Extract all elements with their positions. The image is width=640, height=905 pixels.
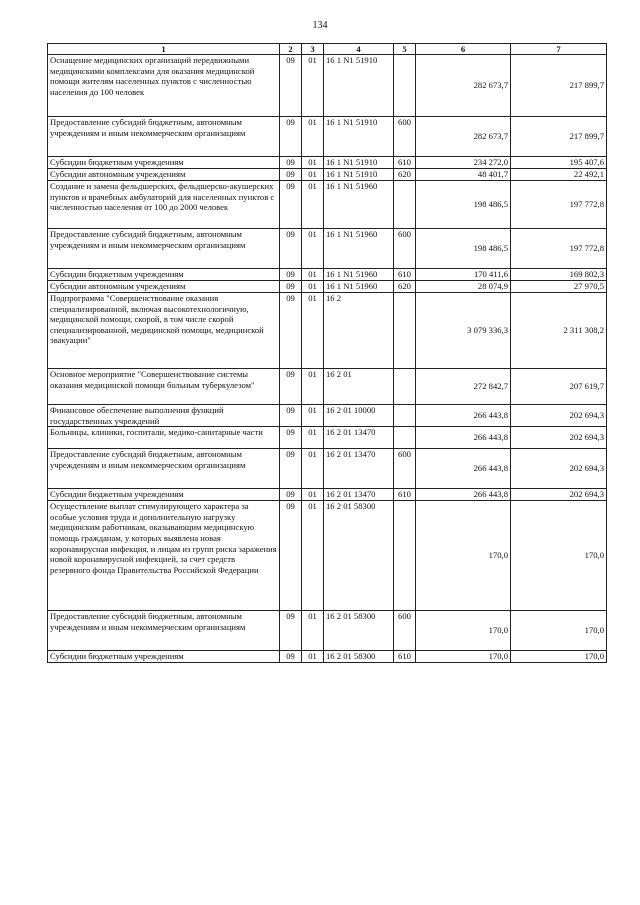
row-name: Оснащение медицинских организаций передвижными медицинскими комплексами для оказания медицинской помощи жителям населенных пунктов с численностью населения до 100 человек xyxy=(48,55,280,117)
expense-type-code: 600 xyxy=(394,229,416,269)
amount-year-2: 169 802,3 xyxy=(511,269,607,281)
amount-year-1: 28 074,9 xyxy=(416,281,511,293)
table-row xyxy=(48,55,607,117)
target-article-code: 16 2 01 58300 xyxy=(324,501,394,611)
subsection-code: 01 xyxy=(302,611,324,651)
section-code: 09 xyxy=(280,181,302,229)
section-code: 09 xyxy=(280,117,302,157)
expense-type-code: 610 xyxy=(394,489,416,501)
expense-type-code xyxy=(394,293,416,369)
subsection-code: 01 xyxy=(302,157,324,169)
amount-year-2: 197 772,8 xyxy=(511,181,607,229)
expense-type-code: 610 xyxy=(394,157,416,169)
row-name: Субсидии бюджетным учреждениям xyxy=(48,269,280,281)
table-row xyxy=(48,369,607,405)
amount-year-1: 266 443,8 xyxy=(416,449,511,489)
budget-table xyxy=(47,43,607,663)
amount-year-2: 207 619,7 xyxy=(511,369,607,405)
row-name: Субсидии бюджетным учреждениям xyxy=(48,157,280,169)
subsection-code: 01 xyxy=(302,369,324,405)
section-code: 09 xyxy=(280,269,302,281)
amount-year-1: 170,0 xyxy=(416,501,511,611)
target-article-code: 16 2 01 58300 xyxy=(324,651,394,663)
table-row xyxy=(48,293,607,369)
target-article-code: 16 1 N1 51910 xyxy=(324,117,394,157)
subsection-code: 01 xyxy=(302,427,324,449)
subsection-code: 01 xyxy=(302,501,324,611)
expense-type-code: 620 xyxy=(394,281,416,293)
target-article-code: 16 2 01 13470 xyxy=(324,449,394,489)
amount-year-1: 266 443,8 xyxy=(416,405,511,427)
amount-year-2: 202 694,3 xyxy=(511,405,607,427)
amount-year-1: 48 401,7 xyxy=(416,169,511,181)
target-article-code: 16 2 xyxy=(324,293,394,369)
target-article-code: 16 2 01 xyxy=(324,369,394,405)
target-article-code: 16 1 N1 51910 xyxy=(324,55,394,117)
column-header: 6 xyxy=(416,44,511,55)
table-row xyxy=(48,489,607,501)
table-row xyxy=(48,651,607,663)
section-code: 09 xyxy=(280,229,302,269)
amount-year-2: 170,0 xyxy=(511,501,607,611)
subsection-code: 01 xyxy=(302,651,324,663)
amount-year-2: 2 311 308,2 xyxy=(511,293,607,369)
table-row xyxy=(48,449,607,489)
table-row xyxy=(48,269,607,281)
target-article-code: 16 1 N1 51960 xyxy=(324,181,394,229)
target-article-code: 16 2 01 58300 xyxy=(324,611,394,651)
expense-type-code: 600 xyxy=(394,449,416,489)
row-name: Предоставление субсидий бюджетным, автономным учреждениям и иным некоммерческим организациям xyxy=(48,117,280,157)
amount-year-2: 197 772,8 xyxy=(511,229,607,269)
row-name: Предоставление субсидий бюджетным, автономным учреждениям и иным некоммерческим организациям xyxy=(48,229,280,269)
subsection-code: 01 xyxy=(302,269,324,281)
amount-year-1: 170,0 xyxy=(416,611,511,651)
target-article-code: 16 1 N1 51910 xyxy=(324,157,394,169)
expense-type-code xyxy=(394,405,416,427)
amount-year-1: 198 486,5 xyxy=(416,229,511,269)
section-code: 09 xyxy=(280,55,302,117)
amount-year-1: 170 411,6 xyxy=(416,269,511,281)
row-name: Основное мероприятие "Совершенствование системы оказания медицинской помощи больным туберкулезом" xyxy=(48,369,280,405)
column-header: 2 xyxy=(280,44,302,55)
target-article-code: 16 1 N1 51960 xyxy=(324,269,394,281)
section-code: 09 xyxy=(280,369,302,405)
subsection-code: 01 xyxy=(302,405,324,427)
column-header: 1 xyxy=(48,44,280,55)
column-header: 3 xyxy=(302,44,324,55)
amount-year-2: 195 407,6 xyxy=(511,157,607,169)
subsection-code: 01 xyxy=(302,449,324,489)
subsection-code: 01 xyxy=(302,229,324,269)
section-code: 09 xyxy=(280,157,302,169)
expense-type-code xyxy=(394,181,416,229)
section-code: 09 xyxy=(280,427,302,449)
amount-year-1: 198 486,5 xyxy=(416,181,511,229)
expense-type-code: 620 xyxy=(394,169,416,181)
section-code: 09 xyxy=(280,293,302,369)
amount-year-1: 266 443,8 xyxy=(416,427,511,449)
section-code: 09 xyxy=(280,611,302,651)
section-code: 09 xyxy=(280,405,302,427)
row-name: Осуществление выплат стимулирующего характера за особые условия труда и дополнительную нагрузку медицинским работникам, оказывающим медицинскую помощь гражданам, у которых выявлена новая коронавирусная инфекция, и лицам из групп риска заражения новой коронавирусной инфекцией, за счет средств резервного фонда Правительства Российской Федерации xyxy=(48,501,280,611)
subsection-code: 01 xyxy=(302,169,324,181)
subsection-code: 01 xyxy=(302,489,324,501)
amount-year-1: 234 272,0 xyxy=(416,157,511,169)
amount-year-2: 170,0 xyxy=(511,611,607,651)
section-code: 09 xyxy=(280,169,302,181)
table-row xyxy=(48,405,607,427)
column-header: 7 xyxy=(511,44,607,55)
table-header-row xyxy=(48,44,607,55)
row-name: Предоставление субсидий бюджетным, автономным учреждениям и иным некоммерческим организациям xyxy=(48,611,280,651)
expense-type-code xyxy=(394,369,416,405)
table-row xyxy=(48,229,607,269)
amount-year-1: 282 673,7 xyxy=(416,117,511,157)
table-row xyxy=(48,501,607,611)
amount-year-2: 217 899,7 xyxy=(511,117,607,157)
row-name: Субсидии бюджетным учреждениям xyxy=(48,651,280,663)
row-name: Предоставление субсидий бюджетным, автономным учреждениям и иным некоммерческим организациям xyxy=(48,449,280,489)
amount-year-2: 202 694,3 xyxy=(511,427,607,449)
page-number: 134 xyxy=(312,20,328,31)
amount-year-2: 202 694,3 xyxy=(511,449,607,489)
section-code: 09 xyxy=(280,489,302,501)
amount-year-2: 27 970,5 xyxy=(511,281,607,293)
amount-year-2: 217 899,7 xyxy=(511,55,607,117)
expense-type-code xyxy=(394,427,416,449)
section-code: 09 xyxy=(280,501,302,611)
row-name: Создание и замена фельдшерских, фельдшерско-акушерских пунктов и врачебных амбулаторий для населенных пунктов с численностью населения от 100 до 2000 человек xyxy=(48,181,280,229)
table-row xyxy=(48,281,607,293)
subsection-code: 01 xyxy=(302,55,324,117)
table-row xyxy=(48,181,607,229)
amount-year-2: 170,0 xyxy=(511,651,607,663)
subsection-code: 01 xyxy=(302,293,324,369)
expense-type-code: 610 xyxy=(394,651,416,663)
section-code: 09 xyxy=(280,651,302,663)
target-article-code: 16 2 01 10000 xyxy=(324,405,394,427)
row-name: Финансовое обеспечение выполнения функций государственных учреждений xyxy=(48,405,280,427)
section-code: 09 xyxy=(280,281,302,293)
amount-year-2: 22 492,1 xyxy=(511,169,607,181)
amount-year-1: 282 673,7 xyxy=(416,55,511,117)
table-row xyxy=(48,611,607,651)
expense-type-code: 610 xyxy=(394,269,416,281)
expense-type-code: 600 xyxy=(394,117,416,157)
amount-year-1: 3 079 336,3 xyxy=(416,293,511,369)
row-name: Подпрограмма "Совершенствование оказания специализированной, включая высокотехнологичную, медицинской помощи, скорой, в том числе скорой специализированной, медицинской помощи, медицинской эвакуации" xyxy=(48,293,280,369)
table-row xyxy=(48,427,607,449)
target-article-code: 16 2 01 13470 xyxy=(324,489,394,501)
target-article-code: 16 1 N1 51960 xyxy=(324,281,394,293)
target-article-code: 16 1 N1 51960 xyxy=(324,229,394,269)
target-article-code: 16 2 01 13470 xyxy=(324,427,394,449)
target-article-code: 16 1 N1 51910 xyxy=(324,169,394,181)
subsection-code: 01 xyxy=(302,181,324,229)
row-name: Субсидии автономным учреждениям xyxy=(48,169,280,181)
expense-type-code: 600 xyxy=(394,611,416,651)
table-row xyxy=(48,169,607,181)
column-header: 4 xyxy=(324,44,394,55)
amount-year-1: 266 443,8 xyxy=(416,489,511,501)
column-header: 5 xyxy=(394,44,416,55)
amount-year-1: 170,0 xyxy=(416,651,511,663)
amount-year-1: 272 842,7 xyxy=(416,369,511,405)
subsection-code: 01 xyxy=(302,281,324,293)
row-name: Больницы, клиники, госпитали, медико-санитарные части xyxy=(48,427,280,449)
table-row xyxy=(48,117,607,157)
expense-type-code xyxy=(394,501,416,611)
table-row xyxy=(48,157,607,169)
row-name: Субсидии бюджетным учреждениям xyxy=(48,489,280,501)
expense-type-code xyxy=(394,55,416,117)
row-name: Субсидии автономным учреждениям xyxy=(48,281,280,293)
subsection-code: 01 xyxy=(302,117,324,157)
section-code: 09 xyxy=(280,449,302,489)
amount-year-2: 202 694,3 xyxy=(511,489,607,501)
